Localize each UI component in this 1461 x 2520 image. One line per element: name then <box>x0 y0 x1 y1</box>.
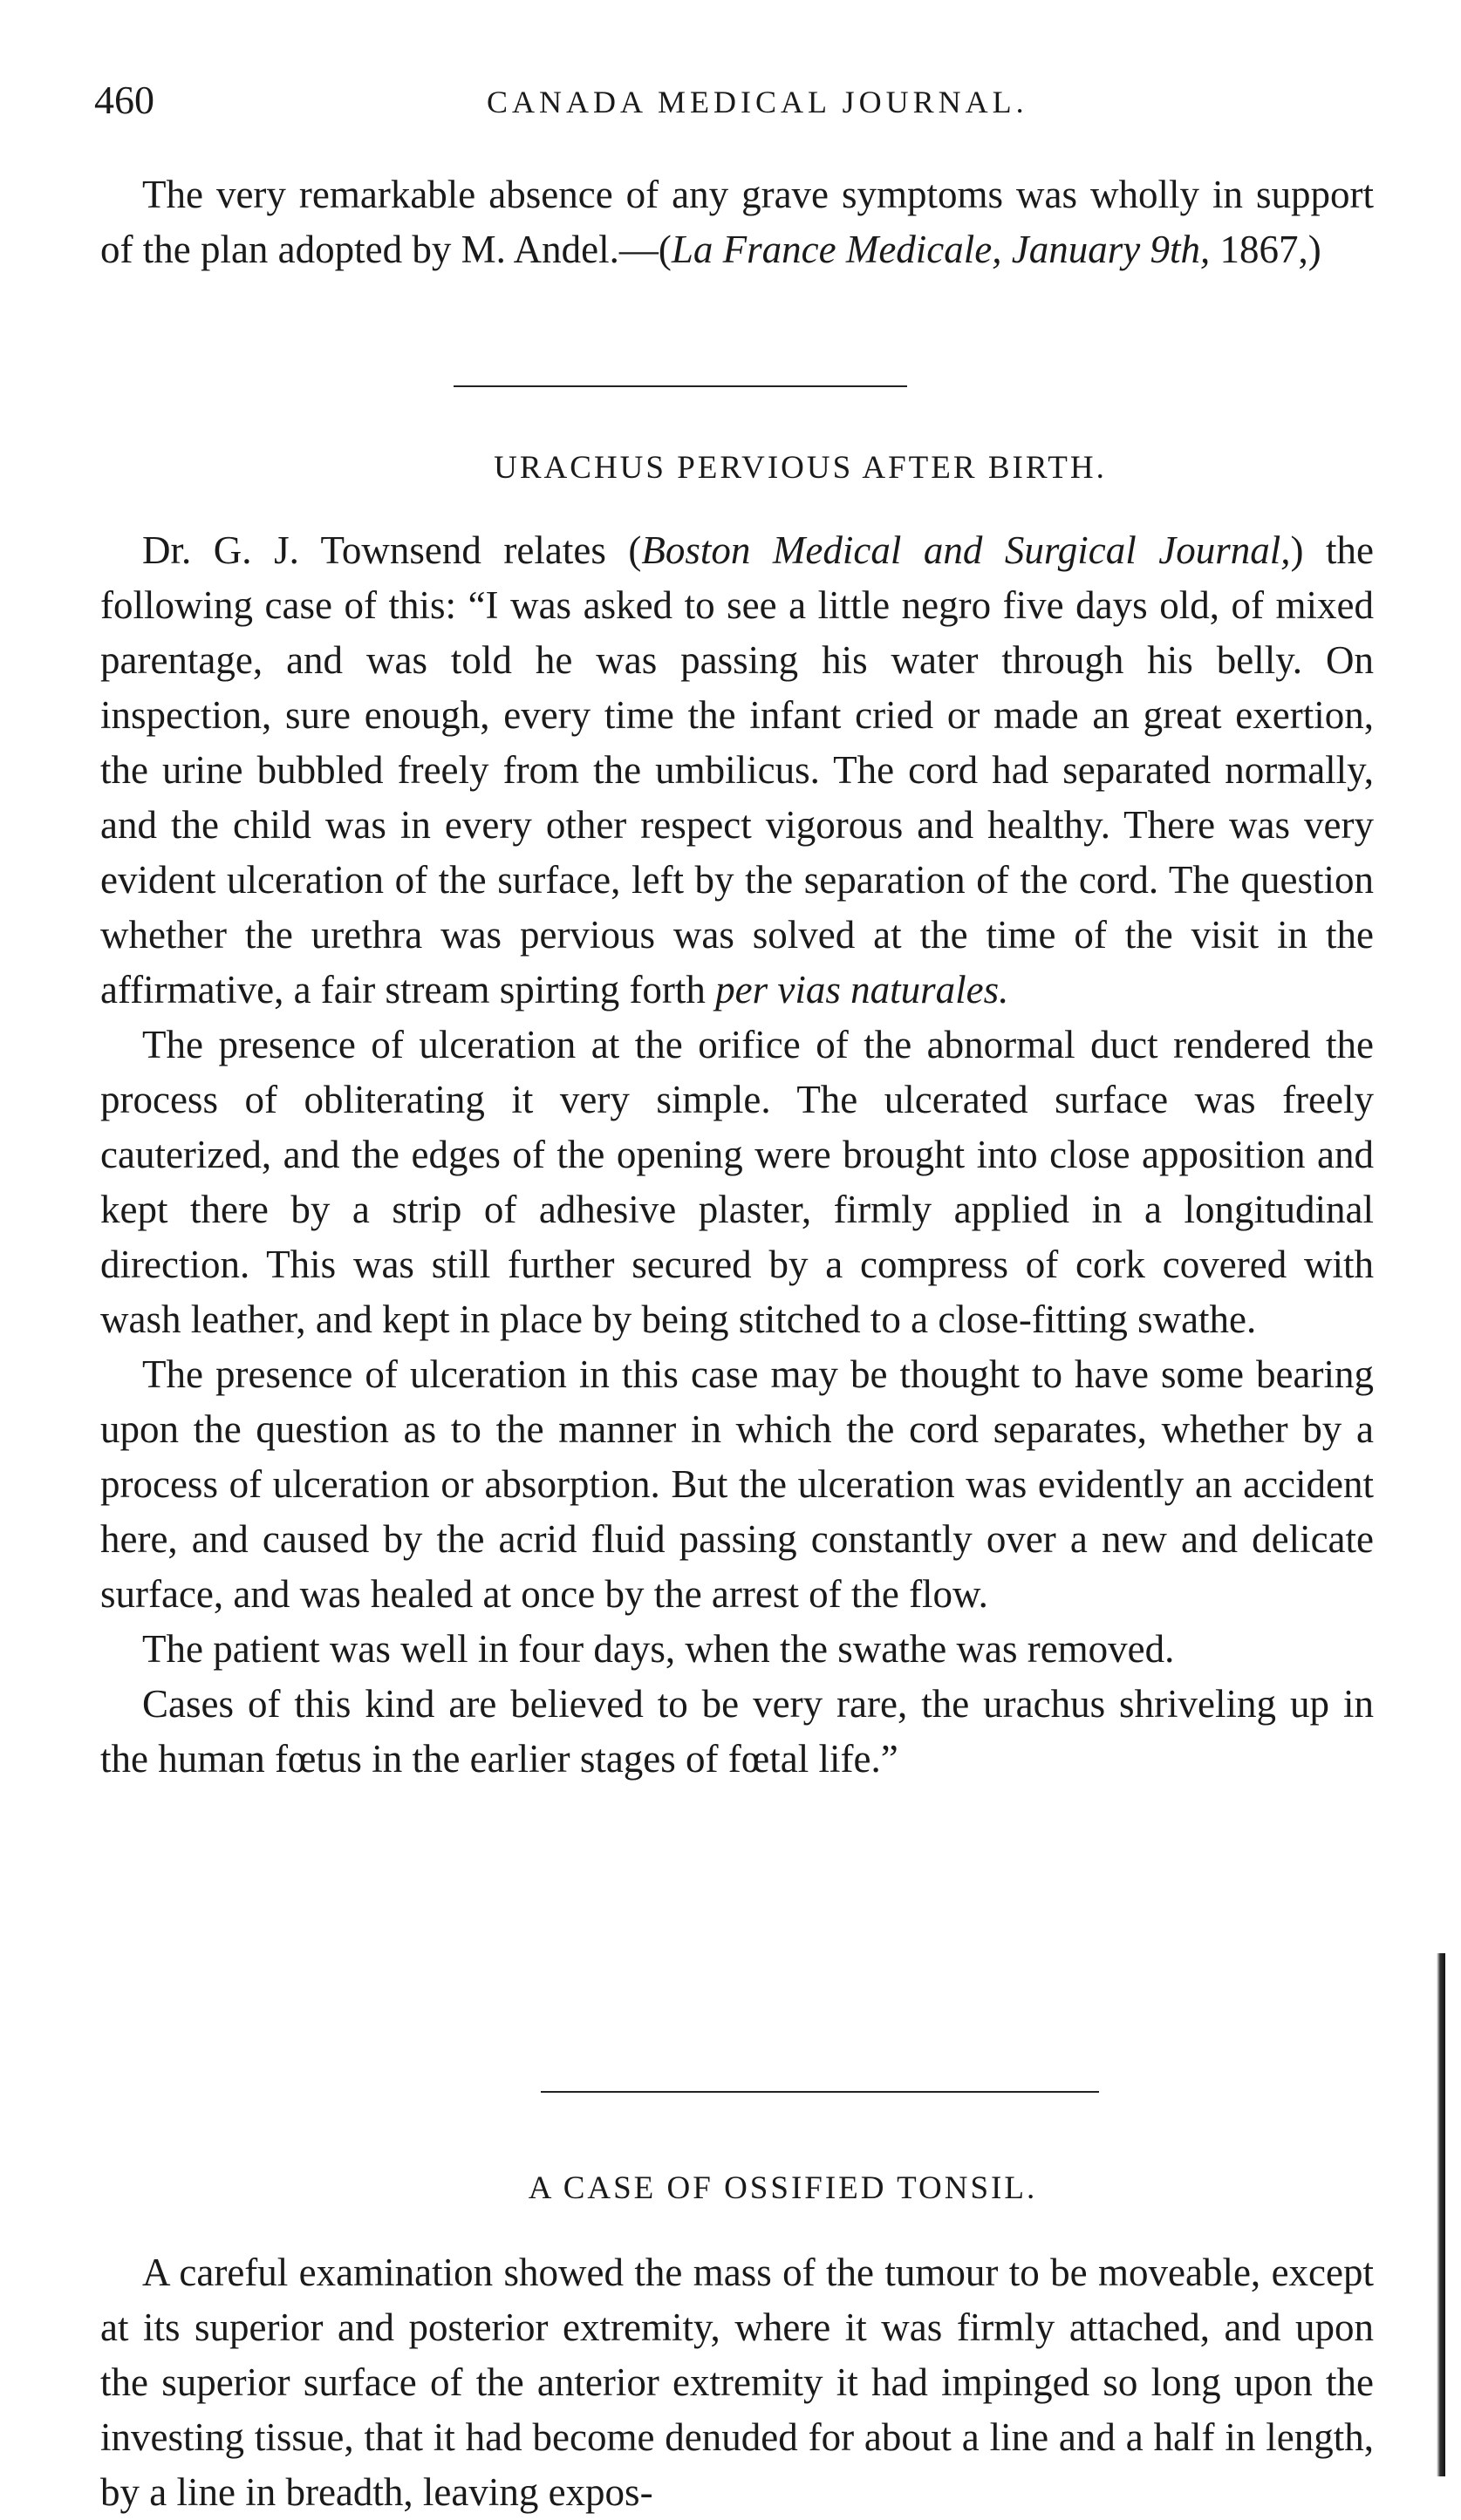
urachus-paragraph-3: The presence of ulceration in this case may be thought to have some bearing upon the question as to the manner in which the cord separates, whether by a process of ulceration or absorption. But the ulceration was evidently an accident here, and caused by the acrid fluid passing constantly over a new and delicate surface, and was healed at once by the arrest of the flow. <box>100 1352 1374 1616</box>
intro-year: 1867,) <box>1210 228 1321 271</box>
intro-paragraph <box>100 167 1374 277</box>
urachus-paragraph-1 <box>100 523 1374 1018</box>
intro-block <box>100 167 1374 277</box>
page-number: 460 <box>94 78 154 122</box>
intro-citation: La France Medicale, January 9th, <box>671 228 1211 271</box>
section-divider <box>541 2091 1099 2093</box>
intro-text: The very remarkable absence of any grave symptoms was wholly in support of the plan adopted by M. Andel.—( <box>100 173 1374 271</box>
latin-phrase: per vias naturales. <box>715 968 1009 1011</box>
section-title-urachus: URACHUS PERVIOUS AFTER BIRTH. <box>494 450 1107 486</box>
tonsil-article <box>100 2245 1374 2520</box>
urachus-paragraph-5: Cases of this kind are believed to be very rare, the urachus shriveling up in the human fœtus in the earlier stages of fœtal life.” <box>100 1682 1374 1781</box>
urachus-paragraph-2: The presence of ulceration at the orifice of the abnormal duct rendered the process of obliterating it very simple. The ulcerated surface was freely cauterized, and the edges of the opening were brought into close apposition and kept there by a strip of adhesive plaster, firmly applied in a longitudinal direction. This was still further secured by a compress of cork covered with wash leather, and kept in place by being stitched to a close-fitting swathe. <box>100 1023 1374 1341</box>
paragraph-text: Dr. G. J. Townsend relates ( <box>142 528 642 572</box>
section-title-tonsil: A CASE OF OSSIFIED TONSIL. <box>528 2170 1038 2206</box>
urachus-paragraph-4: The patient was well in four days, when the swathe was removed. <box>142 1627 1175 1671</box>
paragraph-text: ) the following case of this: “I was asked to see a little negro five days old, of mixed parentage, and was told he was passing his water through his belly. On inspection, sure enough, every time the infant cried or made an great exertion, the urine bubbled freely from the umbilicus. The cord had separated normally, and the child was in every other respect vigorous and healthy. There was very evident ulceration of the surface, left by the separation of the cord. The question whether the urethra was pervious was solved at the time of the visit in the affirmative, a fair stream spirting forth <box>100 528 1374 1011</box>
page-header <box>94 77 1376 129</box>
scan-edge-shadow <box>1437 1953 1445 2476</box>
urachus-article <box>100 523 1374 1787</box>
journal-citation: Boston Medical and Surgical Journal, <box>641 528 1291 572</box>
running-title: CANADA MEDICAL JOURNAL. <box>487 85 1028 119</box>
section-divider <box>454 385 907 387</box>
tonsil-paragraph-1: A careful examination showed the mass of the tumour to be moveable, except at its superior and posterior extremity, where it was firmly attached, and upon the superior surface of the anterior extremity it had impinged so long upon the investing tissue, that it had become denuded for about a line and a half in length, by a line in breadth, leaving expos- <box>100 2251 1374 2514</box>
